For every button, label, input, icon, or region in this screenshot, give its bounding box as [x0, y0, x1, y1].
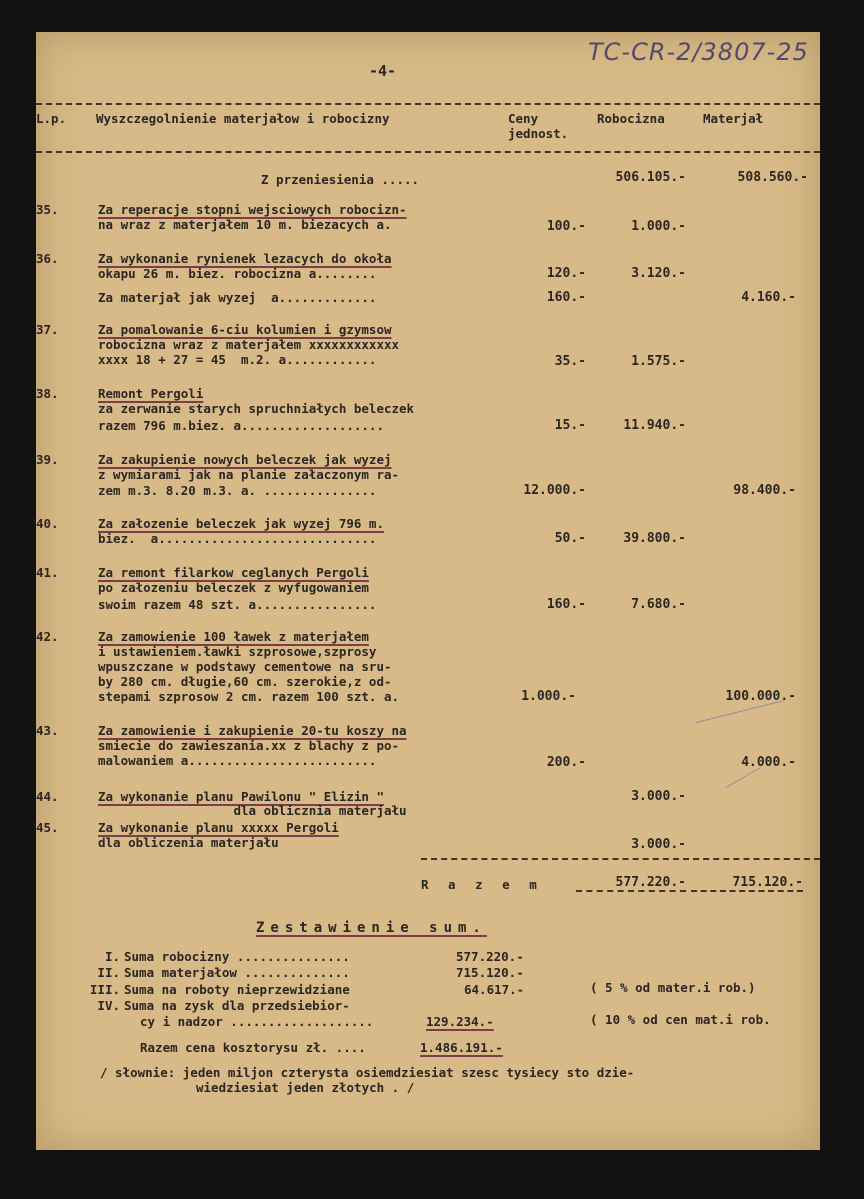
item-line: z wymiarami jak na planie załaczonym ra-	[98, 467, 400, 482]
item-unit-price: 100.-	[546, 219, 586, 234]
header-labour: Robocizna	[597, 111, 665, 126]
page-number: -4-	[369, 62, 397, 80]
item-line: swoim razem 48 szt. a................	[98, 597, 377, 612]
total-labour: 577.220.-	[576, 875, 686, 892]
summary-text: Suma robocizny ...............	[124, 949, 350, 964]
item-line: Za materjał jak wyzej a.............	[98, 290, 377, 305]
summary-value: 64.617.-	[464, 982, 525, 997]
total-material: 715.120.-	[691, 875, 803, 892]
item-labour: 11.940.-	[623, 418, 686, 433]
summary-note: ( 5 % od mater.i rob.)	[590, 980, 756, 995]
item-number: 41.	[36, 565, 59, 580]
document-page	[36, 32, 820, 1150]
summary-text: Suma na roboty nieprzewidziane	[124, 982, 350, 997]
summary-roman: I.	[104, 949, 120, 964]
item-labour: 3.120.-	[631, 266, 686, 281]
item-line: po załozeniu beleczek z wyfugowaniem	[98, 580, 369, 595]
item-labour: 39.800.-	[623, 531, 686, 546]
item-unit-price: 15.-	[554, 418, 586, 433]
summary-value: 577.220.-	[456, 949, 524, 964]
item-number: 42.	[36, 629, 59, 644]
total-rule	[421, 858, 820, 860]
item-number: 36.	[36, 251, 59, 266]
header-lp: L.p.	[36, 111, 67, 126]
item-line: Za pomalowanie 6-ciu kolumien i gzymsow	[98, 322, 392, 337]
summary-roman: IV.	[97, 998, 120, 1013]
item-unit-price: 120.-	[546, 266, 586, 281]
item-number: 44.	[36, 789, 59, 804]
item-line: stepami szprosow 2 cm. razem 100 szt. a.	[98, 689, 400, 704]
item-labour: 1.000.-	[631, 219, 686, 234]
grand-total-value: 1.486.191.-	[420, 1040, 503, 1055]
item-line: robocizna wraz z materjałem xxxxxxxxxxxx	[98, 337, 400, 352]
item-material: 4.000.-	[741, 755, 796, 770]
header-top-rule	[36, 103, 820, 105]
summary-roman: II.	[97, 965, 120, 980]
item-line: na wraz z materjałem 10 m. biezacych a.	[98, 217, 392, 232]
item-line: Remont Pergoli	[98, 386, 204, 401]
pencil-mark	[726, 767, 761, 788]
summary-text: cy i nadzor ...................	[140, 1014, 374, 1029]
item-line: Za wykonanie rynienek lezacych do okoła	[98, 251, 392, 266]
item-line: Za reperacje stopni wejsciowych robocizn-	[98, 202, 407, 217]
item-material: 98.400.-	[733, 483, 796, 498]
item-line: xxxx 18 + 27 = 45 m.2. a............	[98, 352, 377, 367]
carry-over-labour: 506.105.-	[615, 170, 686, 185]
header-bottom-rule	[36, 151, 820, 153]
item-line: by 280 cm. długie,60 cm. szerokie,z od-	[98, 674, 392, 689]
grand-total-label: Razem cena kosztorysu zł. ....	[140, 1040, 366, 1055]
item-number: 38.	[36, 386, 59, 401]
item-line: za zerwanie starych spruchniałych beleczek	[98, 401, 415, 416]
item-number: 37.	[36, 322, 59, 337]
item-material: 100.000.-	[725, 689, 796, 704]
total-label: R a z e m	[421, 877, 543, 892]
item-line: Za zamowienie 100 ławek z materjałem	[98, 629, 369, 644]
summary-note: ( 10 % od cen mat.i rob.	[590, 1012, 771, 1027]
item-unit-price: 12.000.-	[523, 483, 586, 498]
summary-roman: III.	[89, 982, 120, 997]
amount-in-words: wiedziesiat jeden złotych . /	[196, 1080, 415, 1095]
item-number: 40.	[36, 516, 59, 531]
item-line: i ustawieniem.ławki szprosowe,szprosy	[98, 644, 377, 659]
item-number: 39.	[36, 452, 59, 467]
summary-title: Zestawienie sum.	[256, 920, 487, 936]
item-unit-price: 200.-	[546, 755, 586, 770]
item-unit-price: 160.-	[546, 290, 586, 305]
item-line: malowaniem a.........................	[98, 753, 377, 768]
item-line: razem 796 m.biez. a...................	[98, 418, 384, 433]
item-labour: 7.680.-	[631, 597, 686, 612]
item-number: 45.	[36, 820, 59, 835]
item-unit-price: 1.000.-	[521, 689, 576, 704]
item-material: 4.160.-	[741, 290, 796, 305]
header-unit-price: Ceny jednost.	[508, 111, 569, 141]
item-number: 35.	[36, 202, 59, 217]
item-line: Za wykonanie planu Pawilonu " Elizin "	[98, 789, 384, 804]
item-line: dla oblicznia materjału	[98, 803, 407, 818]
header-material: Materjał	[703, 111, 764, 126]
archive-reference-number: TC-CR-2/3807-25	[588, 38, 809, 66]
item-line: smiecie do zawieszania.xx z blachy z po-	[98, 738, 400, 753]
item-unit-price: 50.-	[554, 531, 586, 546]
item-line: Za wykonanie planu xxxxx Pergoli	[98, 820, 339, 835]
item-unit-price: 35.-	[554, 354, 586, 369]
item-number: 43.	[36, 723, 59, 738]
carry-over-label: Z przeniesienia .....	[261, 172, 420, 187]
item-line: dla obliczenia materjału	[98, 835, 279, 850]
item-labour: 3.000.-	[631, 837, 686, 852]
summary-value: 129.234.-	[426, 1014, 494, 1029]
item-unit-price: 160.-	[546, 597, 586, 612]
summary-text: Suma materjałow ..............	[124, 965, 350, 980]
item-line: Za remont filarkow ceglanych Pergoli	[98, 565, 369, 580]
item-line: Za zakupienie nowych beleczek jak wyzej	[98, 452, 392, 467]
item-line: wpuszczane w podstawy cementowe na sru-	[98, 659, 392, 674]
header-description: Wyszczegolnienie materjałow i robocizny	[96, 111, 390, 126]
carry-over-material: 508.560.-	[737, 170, 808, 185]
item-line: biez. a.............................	[98, 531, 377, 546]
item-labour: 3.000.-	[631, 789, 686, 804]
item-line: zem m.3. 8.20 m.3. a. ...............	[98, 483, 377, 498]
item-line: okapu 26 m. biez. robocizna a........	[98, 266, 377, 281]
item-labour: 1.575.-	[631, 354, 686, 369]
item-line: Za zamowienie i zakupienie 20-tu koszy na	[98, 723, 407, 738]
summary-text: Suma na zysk dla przedsiebior-	[124, 998, 350, 1013]
summary-value: 715.120.-	[456, 965, 524, 980]
item-line: Za załozenie beleczek jak wyzej 796 m.	[98, 516, 384, 531]
amount-in-words: / słownie: jeden miljon czterysta osiemdziesiat szesc tysiecy sto dzie-	[100, 1065, 635, 1080]
